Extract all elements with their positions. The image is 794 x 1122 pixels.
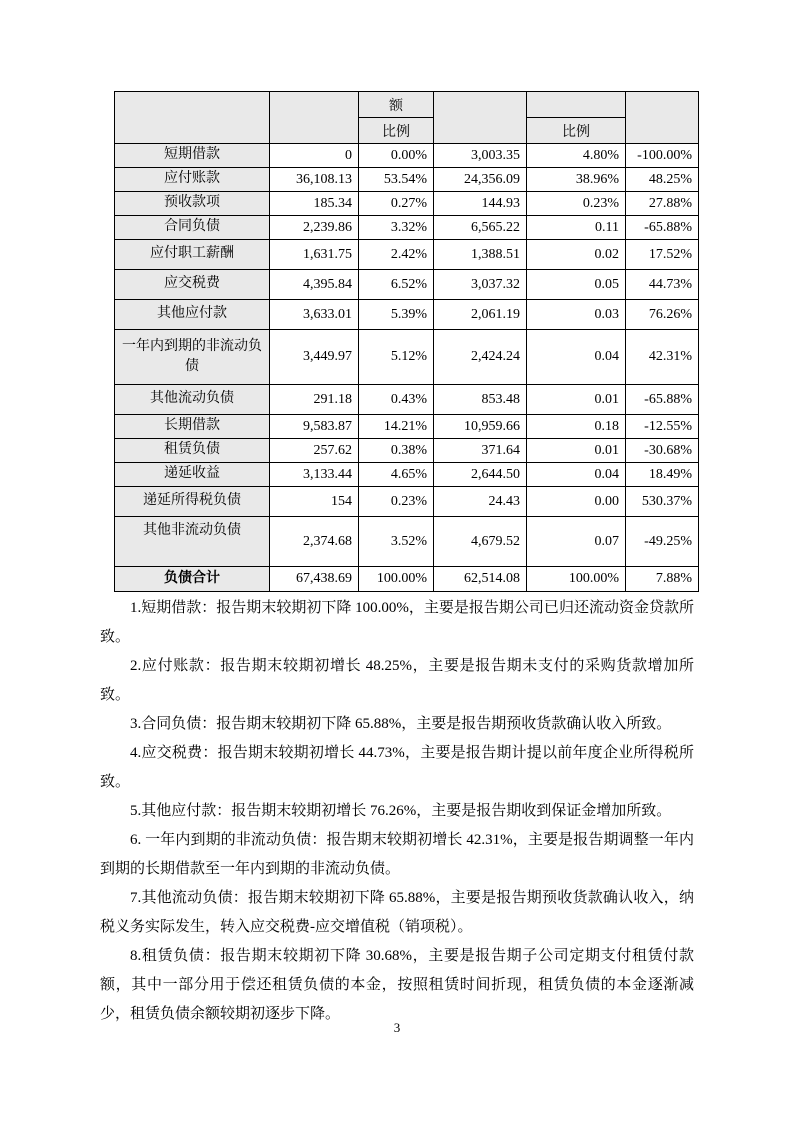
header-amount-end-cell: [270, 92, 359, 144]
amount-end-cell: 291.18: [270, 385, 359, 415]
ratio-end-cell: 0.27%: [359, 192, 434, 216]
ratio-begin-cell: 0.23%: [527, 192, 626, 216]
table-row: [115, 270, 699, 300]
ratio-begin-cell: 0.03: [527, 300, 626, 330]
ratio-end-cell: 14.21%: [359, 415, 434, 439]
ratio-begin-cell: 0.01: [527, 439, 626, 463]
ratio-begin-cell: 0.05: [527, 270, 626, 300]
header-ratio-end-label: 比例: [359, 118, 434, 144]
total-amount-begin-cell: 62,514.08: [434, 567, 527, 592]
amount-begin-cell: 6,565.22: [434, 216, 527, 240]
header-empty-cell: [527, 92, 626, 118]
header-item-cell: [115, 92, 270, 144]
row-label-cell: 递延所得税负债: [115, 487, 270, 517]
header-amount-label: 额: [359, 92, 434, 118]
amount-end-cell: 185.34: [270, 192, 359, 216]
change-cell: 42.31%: [626, 330, 699, 385]
ratio-begin-cell: 0.02: [527, 240, 626, 270]
row-label-cell: 其他非流动负债: [115, 517, 270, 567]
note-paragraph: 2.应付账款：报告期末较期初增长 48.25%，主要是报告期未支付的采购货款增加所致。: [100, 658, 694, 703]
change-cell: -100.00%: [626, 144, 699, 168]
row-label-cell: 递延收益: [115, 463, 270, 487]
row-label-cell: 应付职工薪酬: [115, 240, 270, 270]
amount-begin-cell: 371.64: [434, 439, 527, 463]
ratio-begin-cell: 0.00: [527, 487, 626, 517]
row-label-cell: 其他应付款: [115, 300, 270, 330]
note-paragraph: 7.其他流动负债：报告期末较期初下降 65.88%，主要是报告期预收货款确认收入，纳税义务实际发生，转入应交税费-应交增值税（销项税）。: [100, 890, 694, 935]
amount-begin-cell: 10,959.66: [434, 415, 527, 439]
row-label-cell: 预收款项: [115, 192, 270, 216]
table-total-row: [115, 567, 699, 592]
change-cell: -65.88%: [626, 385, 699, 415]
amount-begin-cell: 3,037.32: [434, 270, 527, 300]
table-row: [115, 385, 699, 415]
ratio-begin-cell: 4.80%: [527, 144, 626, 168]
row-label-cell: 应付账款: [115, 168, 270, 192]
table-row: [115, 415, 699, 439]
header-ratio-begin-label: 比例: [527, 118, 626, 144]
total-amount-end-cell: 67,438.69: [270, 567, 359, 592]
table-row: [115, 463, 699, 487]
notes-section: [100, 594, 694, 1029]
row-label-cell: 一年内到期的非流动负债: [115, 330, 270, 385]
row-label-cell: 合同负债: [115, 216, 270, 240]
change-cell: -65.88%: [626, 216, 699, 240]
amount-begin-cell: 2,061.19: [434, 300, 527, 330]
change-cell: 27.88%: [626, 192, 699, 216]
ratio-begin-cell: 0.04: [527, 463, 626, 487]
table-header: [115, 92, 699, 144]
amount-begin-cell: 1,388.51: [434, 240, 527, 270]
table-row: [115, 240, 699, 270]
amount-begin-cell: 24,356.09: [434, 168, 527, 192]
amount-end-cell: 2,374.68: [270, 517, 359, 567]
change-cell: -30.68%: [626, 439, 699, 463]
row-label-cell: 租赁负债: [115, 439, 270, 463]
row-label-cell: 长期借款: [115, 415, 270, 439]
row-label-cell: 其他流动负债: [115, 385, 270, 415]
amount-end-cell: 3,133.44: [270, 463, 359, 487]
ratio-begin-cell: 38.96%: [527, 168, 626, 192]
ratio-end-cell: 0.00%: [359, 144, 434, 168]
row-label-cell: 应交税费: [115, 270, 270, 300]
amount-begin-cell: 853.48: [434, 385, 527, 415]
note-paragraph: 5.其他应付款：报告期末较期初增长 76.26%，主要是报告期收到保证金增加所致。: [130, 803, 672, 819]
change-cell: -49.25%: [626, 517, 699, 567]
ratio-end-cell: 2.42%: [359, 240, 434, 270]
page-number: 3: [393, 1020, 401, 1035]
row-label-cell: 短期借款: [115, 144, 270, 168]
change-cell: 17.52%: [626, 240, 699, 270]
ratio-begin-cell: 0.01: [527, 385, 626, 415]
amount-end-cell: 9,583.87: [270, 415, 359, 439]
total-label-cell: 负债合计: [115, 567, 270, 592]
table-row: [115, 487, 699, 517]
ratio-end-cell: 5.12%: [359, 330, 434, 385]
table-row: [115, 439, 699, 463]
change-cell: 76.26%: [626, 300, 699, 330]
note-paragraph: 4.应交税费：报告期末较期初增长 44.73%，主要是报告期计提以前年度企业所得税所致。: [100, 745, 694, 790]
note-paragraph: 3.合同负债：报告期末较期初下降 65.88%，主要是报告期预收货款确认收入所致。: [130, 716, 672, 732]
table-row: [115, 517, 699, 567]
change-cell: 530.37%: [626, 487, 699, 517]
change-cell: 44.73%: [626, 270, 699, 300]
amount-end-cell: 0: [270, 144, 359, 168]
header-change-cell: [626, 92, 699, 144]
total-ratio-begin-cell: 100.00%: [527, 567, 626, 592]
table-row: [115, 216, 699, 240]
amount-begin-cell: 3,003.35: [434, 144, 527, 168]
amount-end-cell: 36,108.13: [270, 168, 359, 192]
table-row: [115, 330, 699, 385]
total-row: [115, 567, 699, 592]
amount-begin-cell: 2,644.50: [434, 463, 527, 487]
note-paragraph: 8.租赁负债：报告期末较期初下降 30.68%，主要是报告期子公司定期支付租赁付款额，其中一部分用于偿还租赁负债的本金，按照租赁时间折现，租赁负债的本金逐渐减少，租赁负债余额较期初逐步下降。: [100, 948, 694, 1022]
amount-begin-cell: 144.93: [434, 192, 527, 216]
ratio-begin-cell: 0.04: [527, 330, 626, 385]
total-change-cell: 7.88%: [626, 567, 699, 592]
ratio-end-cell: 53.54%: [359, 168, 434, 192]
amount-end-cell: 1,631.75: [270, 240, 359, 270]
ratio-end-cell: 3.52%: [359, 517, 434, 567]
change-cell: 48.25%: [626, 168, 699, 192]
ratio-end-cell: 5.39%: [359, 300, 434, 330]
total-ratio-end-cell: 100.00%: [359, 567, 434, 592]
ratio-end-cell: 3.32%: [359, 216, 434, 240]
header-row-1: [115, 92, 699, 118]
ratio-end-cell: 0.43%: [359, 385, 434, 415]
note-paragraph: 1.短期借款：报告期末较期初下降 100.00%，主要是报告期公司已归还流动资金贷款所致。: [100, 600, 694, 645]
header-amount-begin-cell: [434, 92, 527, 144]
amount-end-cell: 4,395.84: [270, 270, 359, 300]
amount-begin-cell: 24.43: [434, 487, 527, 517]
table-body: [115, 144, 699, 567]
note-paragraph: 6. 一年内到期的非流动负债：报告期末较期初增长 42.31%，主要是报告期调整一年内到期的长期借款至一年内到期的非流动负债。: [100, 832, 694, 877]
ratio-begin-cell: 0.11: [527, 216, 626, 240]
ratio-begin-cell: 0.18: [527, 415, 626, 439]
amount-end-cell: 3,449.97: [270, 330, 359, 385]
table-row: [115, 168, 699, 192]
amount-end-cell: 2,239.86: [270, 216, 359, 240]
amount-begin-cell: 2,424.24: [434, 330, 527, 385]
table-row: [115, 192, 699, 216]
ratio-end-cell: 6.52%: [359, 270, 434, 300]
amount-begin-cell: 4,679.52: [434, 517, 527, 567]
amount-end-cell: 154: [270, 487, 359, 517]
ratio-end-cell: 0.23%: [359, 487, 434, 517]
change-cell: -12.55%: [626, 415, 699, 439]
table-row: [115, 300, 699, 330]
liabilities-table: [114, 91, 699, 592]
change-cell: 18.49%: [626, 463, 699, 487]
ratio-begin-cell: 0.07: [527, 517, 626, 567]
ratio-end-cell: 4.65%: [359, 463, 434, 487]
ratio-end-cell: 0.38%: [359, 439, 434, 463]
amount-end-cell: 3,633.01: [270, 300, 359, 330]
table-row: [115, 144, 699, 168]
amount-end-cell: 257.62: [270, 439, 359, 463]
